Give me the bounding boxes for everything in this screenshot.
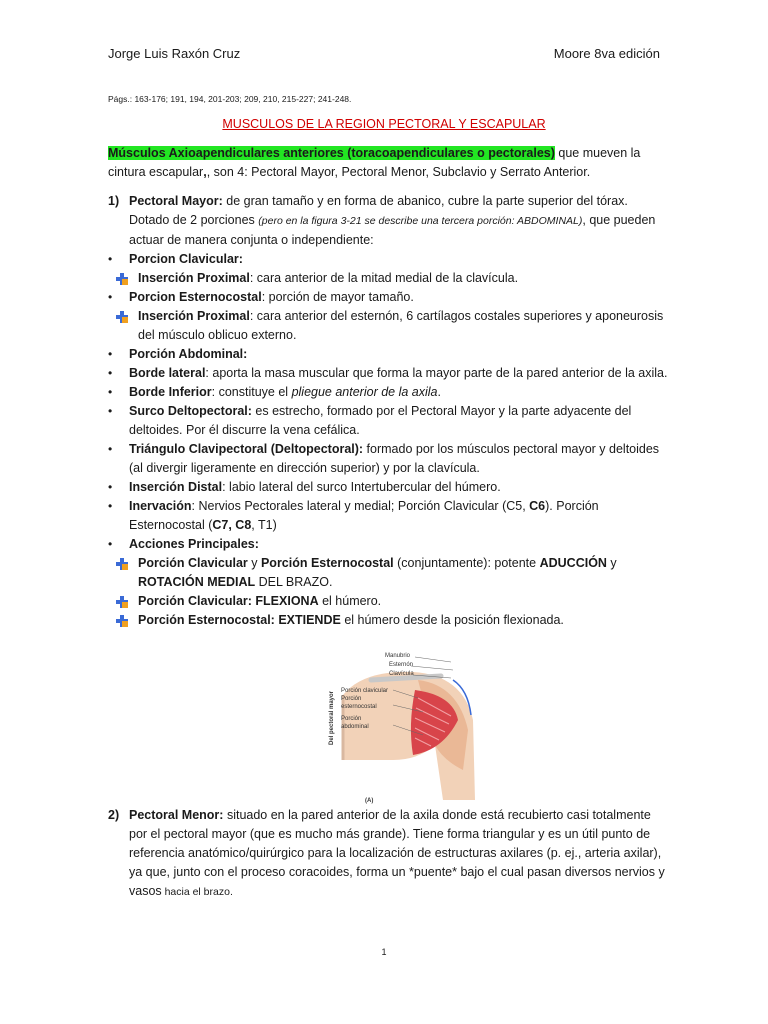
section-pectoral-menor: 2) Pectoral Menor: situado en la pared anterior de la axila donde está recubierto casi totalmente por el pectoral mayor (que es mucho más grande). Tiene forma triangular y es un útil punto de referencia anatómico/quirúrgico para la localización de estructuras axilares (p. ej., arteria axilar), ya que, junto con el proceso coracoides, forma un *puente* bajo el cual pasan diversos nervios y vasos hacia el brazo. — [108, 808, 665, 898]
bullet-icon: • — [108, 366, 113, 380]
label-abdominal: abdominal — [341, 724, 369, 730]
plus-arrow-icon — [116, 558, 128, 570]
header-author: Jorge Luis Raxón Cruz — [108, 46, 241, 61]
plus-arrow-icon — [116, 273, 128, 285]
page-references: Págs.: 163-176; 191, 194, 201-203; 209, 210, 215-227; 241-248. — [108, 94, 352, 104]
figure-caption: (A) — [365, 798, 374, 804]
bullet-icon: • — [108, 347, 113, 361]
document-title: MUSCULOS DE LA REGION PECTORAL Y ESCAPULAR — [222, 117, 546, 131]
bullet-acciones: • Acciones Principales: — [108, 535, 668, 554]
sub-insercion-esternocostal: Inserción Proximal: cara anterior del esternón, 6 cartílagos costales superiores y aponeurosis del músculo oblicuo externo. — [108, 307, 668, 345]
intro-paragraph: Músculos Axioapendiculares anteriores (toracoapendiculares o pectorales) que mueven la cintura escapular,, son 4: Pectoral Mayor, Pectoral Menor, Subclavio y Serrato Anterior. — [108, 146, 641, 179]
pectoral-figure — [323, 650, 483, 808]
bullet-porcion-esternocostal: • Porcion Esternocostal: porción de mayor tamaño. — [108, 288, 668, 307]
label-esternocostal: esternocostal — [341, 704, 377, 710]
label-porcion-clavicular: Porción clavicular — [341, 688, 389, 694]
intro-highlight: Músculos Axioapendiculares anteriores (toracoapendiculares o pectorales) — [108, 146, 555, 160]
section-pectoral-mayor — [108, 192, 668, 630]
intro-text-a: que mueven la cintura escapular — [108, 146, 641, 179]
sub-insercion-clavicular: Inserción Proximal: cara anterior de la mitad medial de la clavícula. — [108, 269, 668, 288]
bullet-porcion-clavicular: • Porcion Clavicular: — [108, 250, 668, 269]
plus-arrow-icon — [116, 311, 128, 323]
section-2-title: Pectoral Menor: — [129, 808, 224, 822]
section-1-number: 1) — [108, 194, 120, 208]
label-porcion-1: Porción — [341, 696, 362, 702]
sub-accion-extiende: Porción Esternocostal: EXTIENDE el húmero desde la posición flexionada. — [108, 611, 668, 630]
bullet-icon: • — [108, 404, 113, 418]
label-esternon: Esternón — [389, 662, 414, 668]
bullet-insercion-distal: • Inserción Distal: labio lateral del surco Intertubercular del húmero. — [108, 478, 668, 497]
label-pectoral-mayor: Del pectoral mayor — [329, 690, 335, 745]
bullet-icon: • — [108, 290, 113, 304]
label-porcion-2: Porción — [341, 716, 362, 722]
page-number: 1 — [381, 947, 387, 957]
section-2-number: 2) — [108, 808, 120, 822]
bullet-icon: • — [108, 499, 113, 513]
bullet-borde-inferior: • Borde Inferior: constituye el pliegue anterior de la axila. — [108, 383, 668, 402]
sub-accion-aduccion: Porción Clavicular y Porción Esternocostal (conjuntamente): potente ADUCCIÓN y ROTACIÓN MEDIAL DEL BRAZO. — [108, 554, 668, 592]
section-1-note: (pero en la figura 3-21 se describe una tercera porción: ABDOMINAL) — [258, 215, 583, 227]
bullet-icon: • — [108, 252, 113, 266]
bullet-icon: • — [108, 480, 113, 494]
plus-arrow-icon — [116, 615, 128, 627]
bullet-icon: • — [108, 442, 113, 456]
bullet-borde-lateral: • Borde lateral: aporta la masa muscular que forma la mayor parte de la pared anterior de la axila. — [108, 364, 668, 383]
section-1-intro: 1) Pectoral Mayor: de gran tamaño y en forma de abanico, cubre la parte superior del tórax. Dotado de 2 porciones (pero en la figura 3-21 se describe una tercera porción: ABDOMINAL), que pueden actuar de manera conjunta o independiente: — [108, 194, 656, 247]
plus-arrow-icon — [116, 596, 128, 608]
header-edition: Moore 8va edición — [553, 46, 660, 61]
sub-accion-flexiona: Porción Clavicular: FLEXIONA el húmero. — [108, 592, 668, 611]
bullet-surco-deltopectoral: • Surco Deltopectoral: es estrecho, formado por el Pectoral Mayor y la parte adyacente del deltoides. Por él discurre la vena cefálica. — [108, 404, 632, 437]
bullet-porcion-abdominal: • Porción Abdominal: — [108, 345, 668, 364]
bullet-inervacion: • Inervación: Nervios Pectorales lateral y medial; Porción Clavicular (C5, C6). Porción Esternocostal (C7, C8, T1) — [108, 499, 599, 532]
bullet-triangulo-clavipectoral: • Triángulo Clavipectoral (Deltopectoral): formado por los músculos pectoral mayor y deltoides (al divergir ligeramente en dirección superior) y por la clavícula. — [108, 442, 660, 475]
label-clavicula: Clavícula — [389, 671, 414, 677]
bullet-icon: • — [108, 385, 113, 399]
section-1-title: Pectoral Mayor: — [129, 194, 223, 208]
label-manubrio: Manubrio — [385, 653, 411, 659]
intro-text-b: , son 4: Pectoral Mayor, Pectoral Menor, Subclavio y Serrato Anterior. — [206, 165, 591, 179]
bullet-icon: • — [108, 537, 113, 551]
